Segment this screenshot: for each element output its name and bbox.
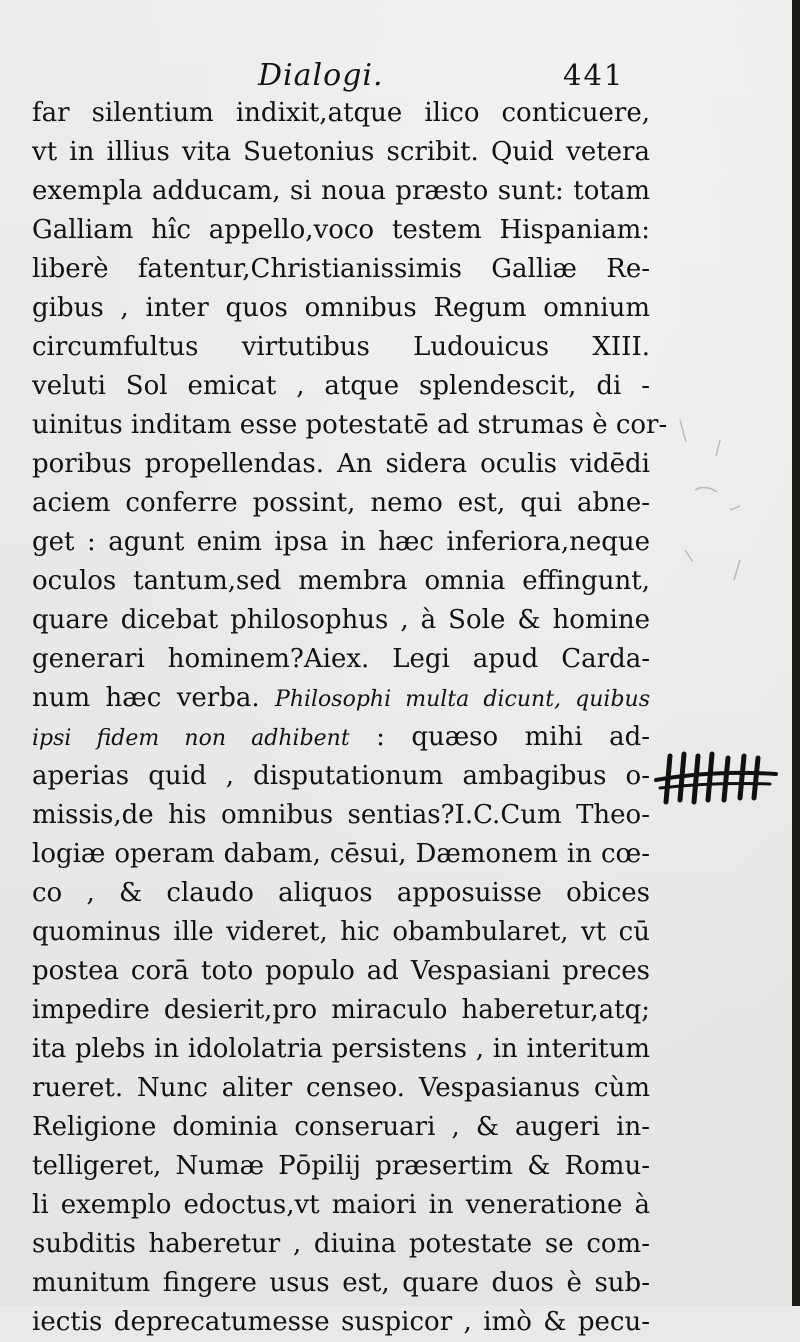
text-line-mixed	[32, 679, 650, 718]
ink-bleed-icon	[660, 400, 780, 600]
text-line: iectis deprecatumesse suspicor , imò & pecu-	[32, 1307, 650, 1337]
text-line: postea corā toto populo ad Vespasiani preces	[32, 956, 650, 986]
text-italic-quote: Philosophi multa dicunt, quibus	[275, 687, 650, 712]
text-line: rueret. Nunc aliter censeo. Vespasianus cùm	[32, 1073, 650, 1103]
text-line: get : agunt enim ipsa in hæc inferiora,neque	[32, 527, 650, 557]
text-line: subditis haberetur , diuina potestate se com-	[32, 1229, 650, 1259]
text-line: missis,de his omnibus sentias?I.C.Cum Theo-	[32, 800, 650, 830]
text-line: quare dicebat philosophus , à Sole & homine	[32, 605, 650, 635]
body-text	[32, 94, 668, 1342]
text-line: impedire desierit,pro miraculo haberetur,atq;	[32, 995, 650, 1025]
text-line: ita plebs in idololatria persistens , in interitum	[32, 1034, 650, 1064]
text-line: poribus propellendas. An sidera oculis vidēdi	[32, 449, 650, 479]
text-line: quominus ille videret, hic obambularet, vt cū	[32, 917, 650, 947]
page-number: 441	[563, 58, 625, 92]
text-line-mixed	[32, 718, 650, 757]
text-line: gibus , inter quos omnibus Regum omnium	[32, 293, 650, 323]
text-line: Galliam hîc appello,voco testem Hispaniam:	[32, 215, 650, 245]
text-line: co , & claudo aliquos apposuisse obices	[32, 878, 650, 908]
text-line: veluti Sol emicat , atque splendescit, di -	[32, 371, 650, 401]
running-head: Dialogi.	[258, 58, 384, 93]
text-line: uinitus inditam esse potestatē ad strumas è cor-	[32, 410, 668, 440]
text-roman: : quæso mihi ad-	[376, 722, 650, 752]
handwritten-tally-icon	[652, 748, 778, 808]
text-line: logiæ operam dabam, cēsui, Dæmonem in cœ-	[32, 839, 650, 869]
text-line: circumfultus virtutibus Ludouicus XIII.	[32, 332, 650, 362]
text-line: munitum fingere usus est, quare duos è sub-	[32, 1268, 650, 1298]
text-line: exempla adducam, si noua præsto sunt: totam	[32, 176, 650, 206]
text-line: telligeret, Numæ Pōpilij præsertim & Romu-	[32, 1151, 650, 1181]
text-line: aperias quid , disputationum ambagibus o-	[32, 761, 650, 791]
text-line: far silentium indixit,atque ilico conticuere,	[32, 98, 650, 128]
text-line: vt in illius vita Suetonius scribit. Quid vetera	[32, 137, 650, 167]
text-line: li exemplo edoctus,vt maiori in veneratione à	[32, 1190, 650, 1220]
text-roman: num hæc verba.	[32, 683, 260, 713]
text-line: generari hominem?Aiex. Legi apud Carda-	[32, 644, 650, 674]
text-line: liberè fatentur,Christianissimis Galliæ Re-	[32, 254, 650, 284]
text-italic-quote: ipsi fidem non adhibent	[32, 726, 350, 751]
text-line: aciem conferre possint, nemo est, qui abne-	[32, 488, 650, 518]
text-line: Religione dominia conseruari , & augeri in-	[32, 1112, 650, 1142]
text-line: oculos tantum,sed membra omnia effingunt,	[32, 566, 650, 596]
page-edge-shadow	[792, 0, 800, 1306]
